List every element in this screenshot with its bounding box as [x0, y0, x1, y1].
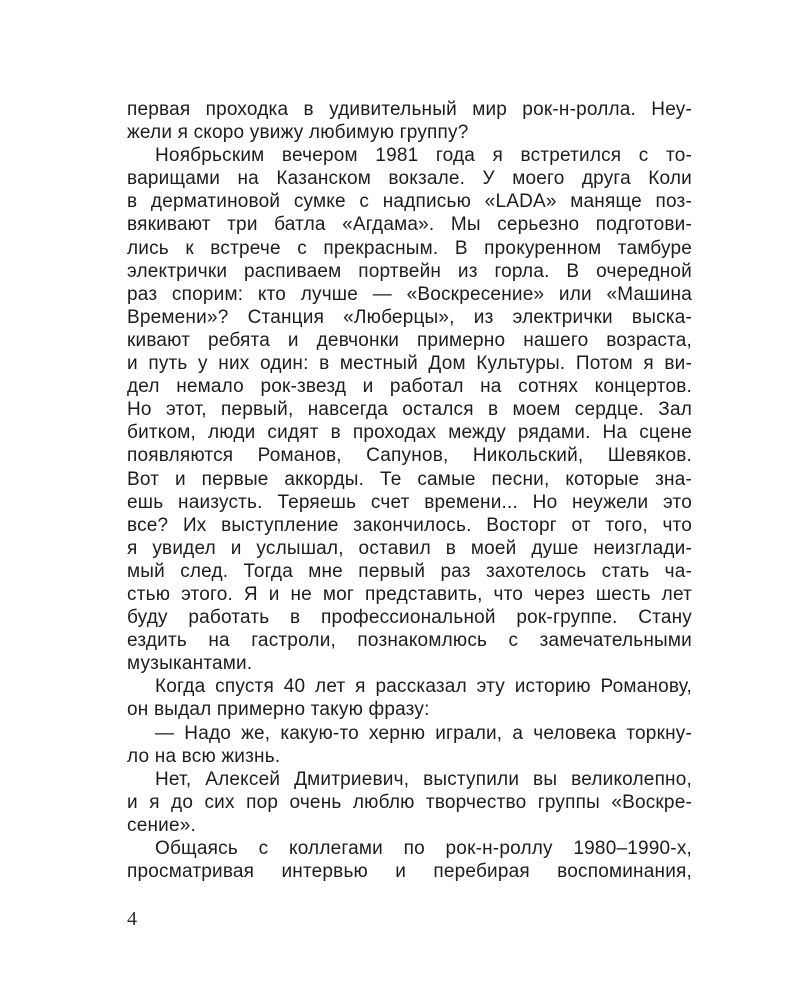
- text-line: вякивают три батла «Агдама». Мы серьезно подготови-: [127, 214, 692, 236]
- text-line: и путь у них один: в местный Дом Культуры. Потом я ви-: [127, 353, 692, 375]
- paragraph: [127, 722, 692, 768]
- paragraph: [127, 837, 692, 883]
- paragraph: [127, 675, 692, 721]
- text-line: появляются Романов, Сапунов, Никольский, Шевяков.: [127, 445, 692, 467]
- text-line: музыкантами.: [127, 653, 253, 675]
- text-line: электрички распиваем портвейн из горла. В очередной: [127, 260, 692, 282]
- text-line: просматривая интервью и перебирая воспоминания,: [127, 861, 692, 883]
- text-line: Вот и первые аккорды. Те самые песни, которые зна-: [127, 468, 692, 490]
- paragraph: [127, 768, 692, 837]
- text-line: мый след. Тогда мне первый раз захотелось стать ча-: [127, 560, 692, 582]
- text-line: стью этого. Я и не мог представить, что через шесть лет: [127, 583, 692, 605]
- text-line: жели я скоро увижу любимую группу?: [127, 122, 469, 144]
- text-block: [127, 98, 692, 883]
- text-line: я увидел и услышал, оставил в моей душе неизглади-: [127, 537, 692, 559]
- text-line: он выдал примерно такую фразу:: [127, 699, 430, 721]
- paragraph: [127, 144, 692, 675]
- text-line: буду работать в профессиональной рок-группе. Стану: [127, 607, 692, 629]
- text-line: сение».: [127, 814, 196, 836]
- text-line: — Надо же, какую-то херню играли, а человека торкну-: [155, 722, 692, 744]
- text-line: и я до сих пор очень люблю творчество группы «Воскре-: [127, 791, 692, 813]
- text-line: Но этот, первый, навсегда остался в моем сердце. Зал: [127, 399, 692, 421]
- text-line: Ноябрьским вечером 1981 года я встретился с то-: [155, 145, 692, 167]
- text-line: Когда спустя 40 лет я рассказал эту историю Романову,: [155, 676, 692, 698]
- text-line: варищами на Казанском вокзале. У моего друга Коли: [127, 168, 692, 190]
- text-line: раз спорим: кто лучше — «Воскресение» или «Машина: [127, 283, 692, 305]
- text-line: дел немало рок-звезд и работал на сотнях концертов.: [127, 376, 692, 398]
- text-line: ло на всю жизнь.: [127, 745, 281, 767]
- text-line: Времени»? Станция «Люберцы», из электрички выска-: [127, 306, 692, 328]
- text-line: Общаясь с коллегами по рок-н-роллу 1980–1990-х,: [155, 838, 692, 859]
- text-line: кивают ребята и девчонки примерно нашего возраста,: [127, 329, 692, 351]
- text-line: все? Их выступление закончилось. Восторг от того, что: [127, 514, 692, 536]
- text-line: в дерматиновой сумке с надписью «LADA» маняще поз-: [127, 191, 692, 213]
- paragraph: [127, 98, 692, 144]
- text-line: битком, люди сидят в проходах между рядами. На сцене: [127, 422, 692, 444]
- text-line: лись к встрече с прекрасным. В прокуренном тамбуре: [127, 237, 692, 259]
- text-line: Нет, Алексей Дмитриевич, выступили вы великолепно,: [155, 768, 692, 790]
- text-line: ездить на гастроли, познакомлюсь с замечательными: [127, 630, 692, 652]
- page-number: 4: [127, 908, 137, 930]
- text-line: первая проходка в удивительный мир рок-н-ролла. Неу-: [127, 99, 692, 120]
- text-line: ешь наизусть. Теряешь счет времени... Но неужели это: [127, 491, 692, 513]
